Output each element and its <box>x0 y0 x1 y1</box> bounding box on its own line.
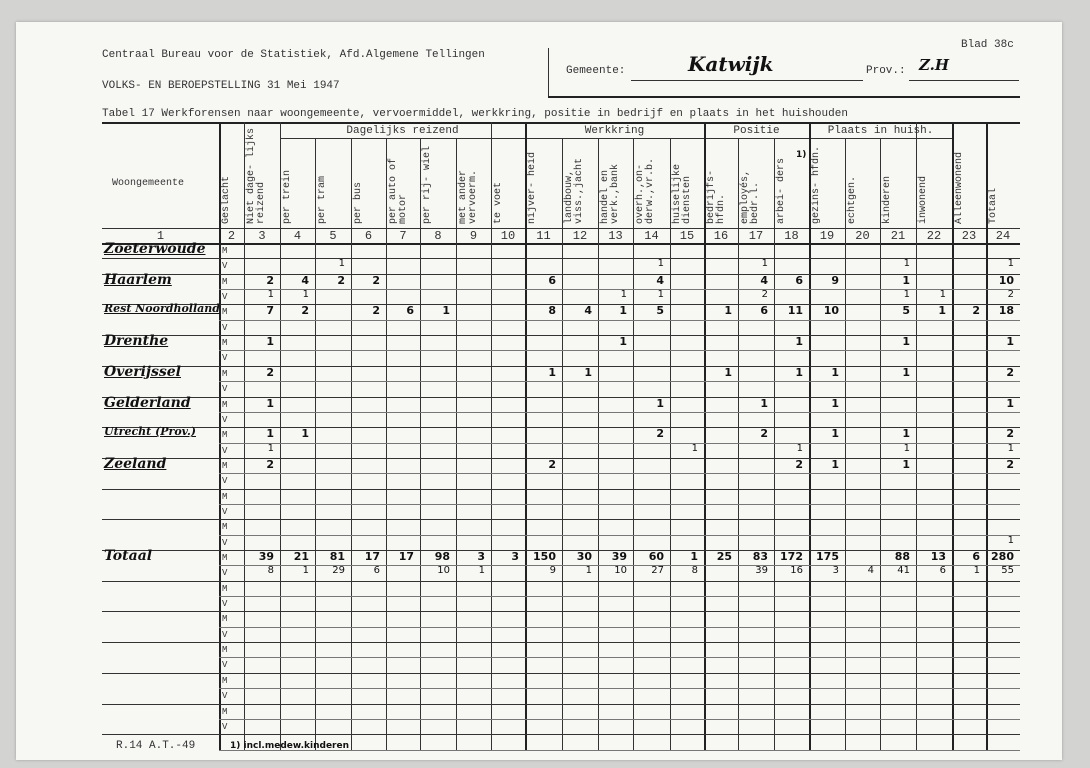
cell-m-col21: 1 <box>902 335 910 349</box>
cell-v-col21: 1 <box>903 289 910 301</box>
cell-v-col3: 1 <box>267 442 274 454</box>
col-header-6: per auto of motor <box>388 157 409 224</box>
group-plaats: Plaats in huish. <box>827 125 934 137</box>
sex-m-3: M <box>222 338 228 349</box>
group-werkkring: Werkkring <box>584 125 645 137</box>
column-rule <box>916 122 917 750</box>
cell-m-col18: 1 <box>795 335 803 349</box>
cell-m-col11: 150 <box>533 550 556 563</box>
cell-v-col9: 1 <box>478 565 485 577</box>
cell-m-col3: 1 <box>266 396 274 410</box>
header-rule <box>548 96 1020 98</box>
col-num-22: 22 <box>926 229 942 243</box>
table-title: Tabel 17 Werkforensen naar woongemeente, vervoermiddel, werkkring, positie in bedrijf en plaats in het huishouden <box>102 108 848 120</box>
sex-m-0: M <box>222 246 228 256</box>
row-name-3: Drenthe <box>104 333 169 350</box>
cell-m-col5: 81 <box>329 550 345 563</box>
col-num-12: 12 <box>572 229 588 243</box>
cell-m-col11: 1 <box>548 365 556 379</box>
cell-m-col8: 1 <box>442 304 450 318</box>
row-name-5: Gelderland <box>104 394 191 411</box>
cell-m-col14: 60 <box>648 550 664 563</box>
row-rule <box>102 397 1020 398</box>
cell-v-col18: 1 <box>796 442 803 454</box>
sex-m-11: M <box>222 583 228 594</box>
col-num-3: 3 <box>258 229 266 243</box>
row-name-6: Utrecht (Prov.) <box>104 425 197 439</box>
sex-v-1: V <box>222 292 228 303</box>
cell-m-col10: 3 <box>511 550 519 563</box>
row-rule <box>219 350 1020 351</box>
cell-m-col13: 1 <box>619 304 627 318</box>
prov-value: Z.H <box>919 56 950 74</box>
cell-m-col4: 21 <box>293 550 309 563</box>
cell-v-col6: 6 <box>373 565 380 577</box>
col-header-woongemeente: Woongemeente <box>112 178 185 189</box>
cell-m-col8: 98 <box>434 550 450 563</box>
col-num-21: 21 <box>890 229 906 243</box>
table-top-rule <box>102 122 1020 124</box>
sex-v-10: V <box>222 568 228 579</box>
footnote-marker: 1) <box>796 150 807 160</box>
sex-v-8: V <box>222 506 228 517</box>
group-row-rule <box>280 138 952 139</box>
col-header-19: echtgen. <box>847 175 858 224</box>
col-header-12: handel en verk.,bank <box>600 163 621 224</box>
group-positie: Positie <box>733 125 780 137</box>
row-name-4: Overijssel <box>104 363 181 380</box>
row-rule <box>102 673 1020 674</box>
cell-v-col17: 1 <box>761 258 768 270</box>
col-header-13: overh.,on- derw.,vr.b. <box>635 157 656 224</box>
blad-number: Blad 38c <box>961 39 1014 51</box>
row-rule <box>219 719 1020 720</box>
col-header-14: huiselijke diensten <box>672 163 693 224</box>
col-num-9: 9 <box>469 229 478 243</box>
cell-m-col6: 17 <box>364 550 380 563</box>
row-name-10: Totaal <box>104 548 153 564</box>
cell-m-col18: 6 <box>795 273 803 287</box>
col-num-15: 15 <box>679 229 695 243</box>
cell-m-col6: 2 <box>372 273 380 287</box>
col-header-3: per trein <box>282 169 293 224</box>
cell-m-col13: 1 <box>619 335 627 349</box>
cell-m-col17: 1 <box>760 396 768 410</box>
cell-m-col14: 1 <box>656 396 664 410</box>
cell-m-col17: 4 <box>760 273 768 287</box>
sex-v-7: V <box>222 476 228 487</box>
col-header-4: per tram <box>317 175 328 224</box>
cell-m-col3: 1 <box>266 335 274 349</box>
cell-v-col13: 1 <box>620 289 627 301</box>
cell-v-col4: 1 <box>302 565 309 577</box>
cell-v-col14: 1 <box>657 258 664 270</box>
sex-m-13: M <box>222 645 228 656</box>
col-header-22: Alleenwonend <box>954 151 965 224</box>
cell-m-col22: 1 <box>938 304 946 318</box>
footnote: 1) incl.medew.kinderen <box>230 741 349 751</box>
col-num-19: 19 <box>819 229 835 243</box>
col-num-8: 8 <box>434 229 442 243</box>
cell-m-col21: 1 <box>902 273 910 287</box>
cell-v-col5: 1 <box>338 258 345 270</box>
sex-v-15: V <box>222 721 228 732</box>
col-header-18: gezins- hfdn. <box>811 145 822 224</box>
row-rule <box>219 504 1020 505</box>
sex-v-13: V <box>222 660 228 671</box>
sex-m-6: M <box>222 430 228 441</box>
col-num-24: 24 <box>995 229 1011 243</box>
sex-m-8: M <box>222 491 228 502</box>
col-header-17: arbei- ders <box>776 157 787 224</box>
col-header-1: Geslacht <box>221 175 232 224</box>
cell-m-col21: 1 <box>902 365 910 379</box>
cell-m-col19: 1 <box>831 427 839 441</box>
cell-m-col24: 2 <box>1006 365 1014 379</box>
row-rule <box>102 642 1020 643</box>
col-header-9: te voet <box>493 181 504 224</box>
cell-m-col24: 10 <box>998 273 1014 287</box>
sex-v-6: V <box>222 445 228 456</box>
cell-m-col3: 39 <box>258 550 274 563</box>
col-header-16: employés, bedr.l. <box>740 169 761 224</box>
row-rule <box>102 581 1020 582</box>
row-rule <box>219 320 1020 321</box>
cell-m-col3: 7 <box>266 304 274 318</box>
cell-m-col21: 88 <box>894 550 910 563</box>
cell-m-col17: 83 <box>752 550 768 563</box>
number-row-rule <box>102 243 1020 245</box>
cell-m-col12: 1 <box>584 365 592 379</box>
cell-m-col13: 39 <box>611 550 627 563</box>
sex-v-4: V <box>222 384 228 395</box>
cell-m-col4: 4 <box>301 273 309 287</box>
cell-v-col24: 1 <box>1007 258 1014 270</box>
cell-v-col18: 16 <box>790 565 803 577</box>
sex-m-2: M <box>222 307 228 318</box>
cell-m-col12: 4 <box>584 304 592 318</box>
row-name-1: Haarlem <box>104 271 172 288</box>
bureau-line: Centraal Bureau voor de Statistiek, Afd.Algemene Tellingen <box>102 49 485 61</box>
prov-underline <box>909 80 1019 81</box>
col-num-1: 1 <box>156 229 165 243</box>
cell-m-col19: 9 <box>831 273 839 287</box>
cell-v-col24: 55 <box>1001 565 1014 577</box>
cell-m-col24: 18 <box>998 304 1014 318</box>
cell-m-col3: 2 <box>266 273 274 287</box>
row-name-7: Zeeland <box>104 455 167 472</box>
cell-m-col18: 2 <box>795 457 803 471</box>
column-rule <box>491 122 492 750</box>
cell-m-col23: 2 <box>972 304 980 318</box>
cell-m-col14: 5 <box>656 304 664 318</box>
sex-v-0: V <box>222 261 228 272</box>
cell-m-col19: 1 <box>831 457 839 471</box>
col-header-5: per bus <box>353 181 364 224</box>
cell-m-col4: 2 <box>301 304 309 318</box>
row-rule <box>219 473 1020 474</box>
cell-m-col3: 2 <box>266 457 274 471</box>
cell-m-col15: 1 <box>690 550 698 563</box>
sex-m-12: M <box>222 614 228 625</box>
cell-m-col11: 2 <box>548 457 556 471</box>
cell-m-col17: 2 <box>760 427 768 441</box>
col-num-11: 11 <box>536 229 551 243</box>
cell-m-col12: 30 <box>576 550 592 563</box>
cell-m-col21: 1 <box>902 457 910 471</box>
cell-m-col19: 175 <box>816 550 839 563</box>
cell-m-col22: 13 <box>930 550 946 563</box>
cell-m-col9: 3 <box>477 550 485 563</box>
census-form-sheet <box>16 22 1062 760</box>
cell-m-col7: 6 <box>406 304 414 318</box>
cell-m-col3: 2 <box>266 365 274 379</box>
cell-m-col18: 1 <box>795 365 803 379</box>
col-num-6: 6 <box>364 229 373 243</box>
col-num-7: 7 <box>399 229 407 243</box>
col-header-8: met ander vervoerm. <box>458 169 479 224</box>
row-rule <box>219 627 1020 628</box>
row-rule <box>219 688 1020 689</box>
col-num-4: 4 <box>293 229 302 243</box>
sex-m-14: M <box>222 675 228 686</box>
cell-v-col17: 2 <box>761 289 768 301</box>
col-num-23: 23 <box>961 229 977 243</box>
sex-m-1: M <box>222 276 228 287</box>
cell-v-col14: 1 <box>657 289 664 301</box>
cell-v-col8: 10 <box>437 565 450 577</box>
col-header-15: bedrijfs- hfdn. <box>706 169 727 224</box>
cell-m-col21: 5 <box>902 304 910 318</box>
col-header-2: Niet dage- lijks reizend <box>246 127 267 224</box>
row-rule <box>102 519 1020 520</box>
row-rule <box>102 611 1020 612</box>
cell-m-col5: 2 <box>337 273 345 287</box>
form-code: R.14 A.T.-49 <box>116 740 196 752</box>
sex-v-9: V <box>222 537 228 548</box>
cell-v-col20: 4 <box>867 565 874 577</box>
cell-m-col16: 1 <box>724 304 732 318</box>
col-num-5: 5 <box>329 229 337 243</box>
row-rule <box>219 535 1020 536</box>
gemeente-label: Gemeente: <box>566 65 626 77</box>
cell-v-col19: 3 <box>832 565 839 577</box>
cell-v-col24: 1 <box>1007 442 1014 454</box>
sex-m-4: M <box>222 368 228 379</box>
cell-v-col15: 8 <box>691 565 698 577</box>
col-header-11: landbouw, viss.,jacht <box>564 157 585 224</box>
cell-v-col21: 1 <box>903 442 910 454</box>
row-name-2: Rest Noordholland <box>104 302 220 316</box>
cell-v-col3: 8 <box>267 565 274 577</box>
col-num-20: 20 <box>855 229 870 243</box>
row-rule <box>219 596 1020 597</box>
cell-m-col19: 1 <box>831 396 839 410</box>
cell-v-col24: 2 <box>1007 289 1014 301</box>
cell-v-col24: 1 <box>1007 534 1014 546</box>
sex-v-11: V <box>222 599 228 610</box>
cell-v-col5: 29 <box>332 565 345 577</box>
col-num-13: 13 <box>608 229 623 243</box>
cell-m-col3: 1 <box>266 427 274 441</box>
cell-m-col16: 1 <box>724 365 732 379</box>
cell-v-col21: 41 <box>897 565 910 577</box>
census-line: VOLKS- EN BEROEPSTELLING 31 Mei 1947 <box>102 80 340 92</box>
col-header-10: nijver- heid <box>527 151 538 224</box>
cell-m-col24: 2 <box>1006 427 1014 441</box>
row-rule <box>102 704 1020 705</box>
cell-v-col22: 6 <box>939 565 946 577</box>
header-divider <box>548 48 549 98</box>
cell-m-col7: 17 <box>398 550 414 563</box>
sex-v-12: V <box>222 629 228 640</box>
col-header-20: kinderen <box>882 175 893 224</box>
col-header-21: inwonend <box>918 175 929 224</box>
cell-m-col21: 1 <box>902 427 910 441</box>
sex-v-14: V <box>222 691 228 702</box>
cell-m-col19: 1 <box>831 365 839 379</box>
col-num-14: 14 <box>644 229 659 243</box>
sex-v-5: V <box>222 414 228 425</box>
cell-m-col17: 6 <box>760 304 768 318</box>
cell-m-col24: 280 <box>991 550 1014 563</box>
group-dagelijks: Dagelijks reizend <box>346 125 459 137</box>
cell-m-col4: 1 <box>301 427 309 441</box>
cell-m-col24: 1 <box>1006 396 1014 410</box>
cell-m-col24: 1 <box>1006 335 1014 349</box>
cell-m-col14: 4 <box>656 273 664 287</box>
cell-v-col12: 1 <box>585 565 592 577</box>
cell-v-col13: 10 <box>614 565 627 577</box>
cell-m-col18: 11 <box>787 304 803 318</box>
cell-v-col4: 1 <box>302 289 309 301</box>
cell-v-col11: 9 <box>549 565 556 577</box>
cell-v-col14: 27 <box>651 565 664 577</box>
cell-m-col23: 6 <box>972 550 980 563</box>
sex-m-10: M <box>222 553 228 563</box>
col-num-17: 17 <box>748 229 764 243</box>
row-rule <box>219 657 1020 658</box>
cell-m-col11: 8 <box>548 304 556 318</box>
sex-m-9: M <box>222 522 228 533</box>
cell-m-col14: 2 <box>656 427 664 441</box>
gemeente-underline <box>631 80 863 81</box>
col-header-7: per rij- wiel <box>422 145 433 224</box>
cell-m-col6: 2 <box>372 304 380 318</box>
cell-v-col3: 1 <box>267 289 274 301</box>
sex-m-15: M <box>222 706 228 717</box>
col-num-16: 16 <box>713 229 729 243</box>
prov-label: Prov.: <box>866 65 906 77</box>
row-rule <box>219 381 1020 382</box>
cell-m-col19: 10 <box>823 304 839 318</box>
cell-m-col18: 172 <box>780 550 803 563</box>
sex-m-5: M <box>222 399 228 410</box>
sex-v-2: V <box>222 322 228 333</box>
sex-m-7: M <box>222 460 228 471</box>
col-num-2: 2 <box>227 229 236 243</box>
cell-m-col24: 2 <box>1006 457 1014 471</box>
cell-v-col15: 1 <box>691 442 698 454</box>
cell-m-col16: 25 <box>716 550 732 563</box>
cell-v-col23: 1 <box>973 565 980 577</box>
row-rule <box>102 734 1020 735</box>
sex-v-3: V <box>222 353 228 364</box>
col-num-10: 10 <box>500 229 516 243</box>
cell-v-col21: 1 <box>903 258 910 270</box>
col-header-23: Totaal <box>988 187 999 224</box>
col-num-18: 18 <box>784 229 799 243</box>
row-rule <box>102 489 1020 490</box>
cell-v-col17: 39 <box>755 565 768 577</box>
gemeente-value: Katwijk <box>688 52 774 76</box>
cell-v-col22: 1 <box>939 289 946 301</box>
row-rule <box>219 412 1020 413</box>
row-name-0: Zoeterwoude <box>104 241 206 257</box>
cell-m-col11: 6 <box>548 273 556 287</box>
